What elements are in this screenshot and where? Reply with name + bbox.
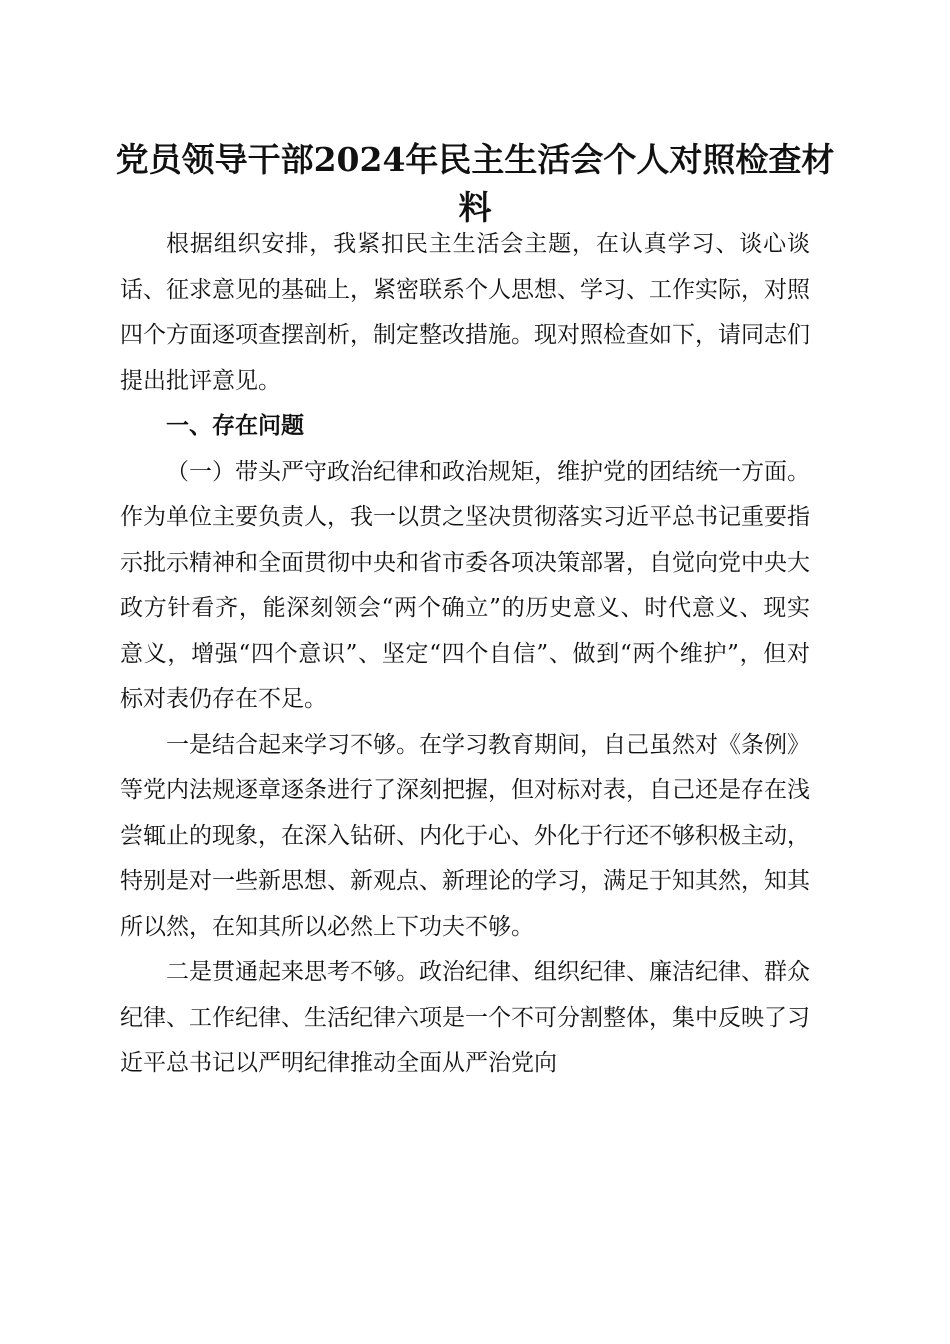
subsection-paragraph-1: （一）带头严守政治纪律和政治规矩，维护党的团结统一方面。作为单位主要负责人，我一以贯之坚决贯彻落实习近平总书记重要指示批示精神和全面贯彻中央和省市委各项决策部署，自觉向党中央大政方针看齐，能深刻领会“两个确立”的历史意义、时代意义、现实意义，增强“四个意识”、坚定“四个自信”、做到“两个维护”，但对标对表仍存在不足。 [120, 458, 810, 712]
section-heading-problems: 一、存在问题 [166, 413, 304, 439]
point-paragraph-2: 二是贯通起来思考不够。政治纪律、组织纪律、廉洁纪律、群众纪律、工作纪律、生活纪律六项是一个不可分割整体，集中反映了习近平总书记以严明纪律推动全面从严治党向 [120, 959, 810, 1076]
document-body [120, 222, 810, 1087]
intro-paragraph: 根据组织安排，我紧扣民主生活会主题，在认真学习、谈心谈话、征求意见的基础上，紧密联系个人思想、学习、工作实际，对照四个方面逐项查摆剖析，制定整改措施。现对照检查如下，请同志们提出批评意见。 [120, 231, 810, 394]
document-title: 党员领导干部2024年民主生活会个人对照检查材料 [115, 140, 835, 227]
point-paragraph-1: 一是结合起来学习不够。在学习教育期间，自己虽然对《条例》等党内法规逐章逐条进行了深刻把握，但对标对表，自己还是存在浅尝辄止的现象，在深入钻研、内化于心、外化于行还不够积极主动，特别是对一些新思想、新观点、新理论的学习，满足于知其然，知其所以然，在知其所以必然上下功夫不够。 [120, 731, 810, 940]
